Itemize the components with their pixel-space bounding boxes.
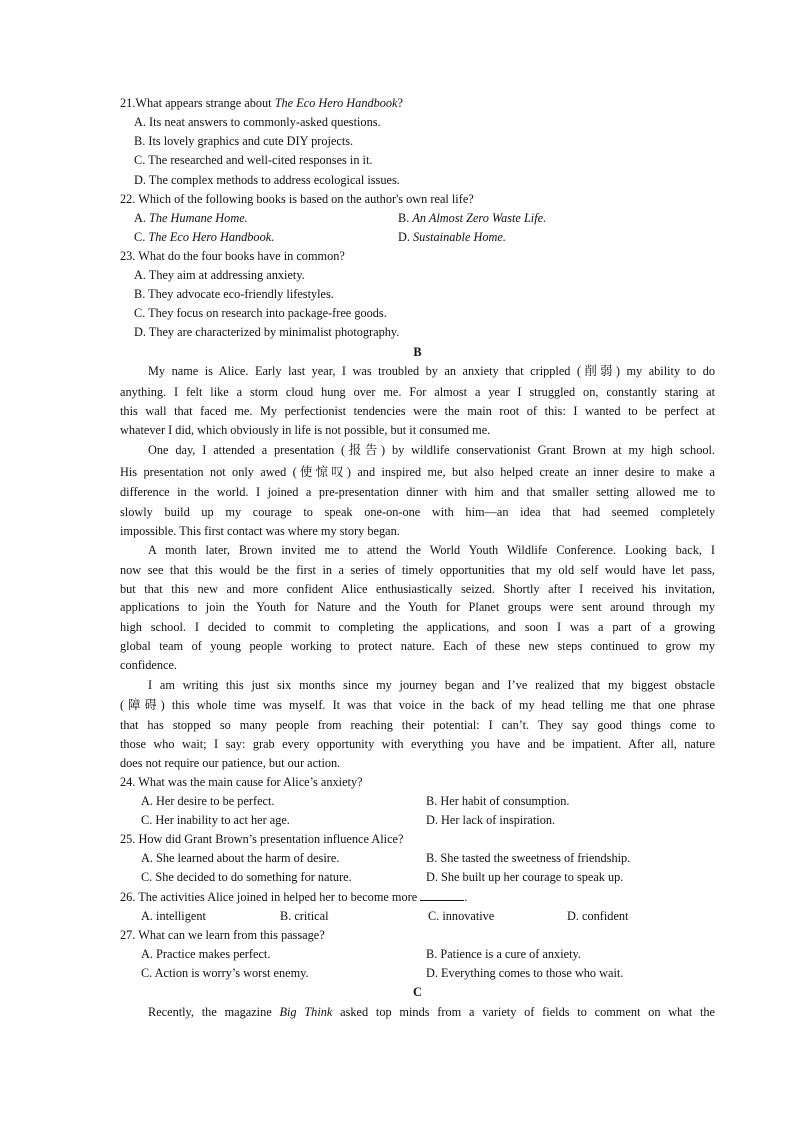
q24-option-c[interactable]: C. Her inability to act her age. bbox=[141, 813, 290, 827]
question-27-stem: 27. What can we learn from this passage? bbox=[120, 928, 325, 942]
q21-option-d[interactable]: D. The complex methods to address ecological issues. bbox=[134, 173, 400, 187]
section-c-heading: C bbox=[413, 985, 422, 999]
passage-b-line: now see that this would be the first in a series of timely opportunities that my old self would have let pass, bbox=[120, 563, 715, 577]
q24-option-a[interactable]: A. Her desire to be perfect. bbox=[141, 794, 275, 808]
passage-c-post: asked top minds from a variety of fields to comment on what the bbox=[332, 1005, 715, 1019]
q26-option-d[interactable]: D. confident bbox=[567, 909, 629, 923]
passage-b-line: confidence. bbox=[120, 658, 178, 672]
passage-b-line: slowly build up my courage to speak one-on-one with him—an idea that had seemed completely bbox=[120, 505, 715, 519]
q23-option-d[interactable]: D. They are characterized by minimalist photography. bbox=[134, 325, 400, 339]
question-26-stem bbox=[120, 888, 715, 907]
q21-option-b[interactable]: B. Its lovely graphics and cute DIY projects. bbox=[134, 134, 354, 148]
passage-b-line: that has stopped so many people from reaching their potential: I can’t. They say good things come to bbox=[120, 718, 715, 732]
magazine-title: Big Think bbox=[279, 1005, 333, 1019]
q21-suffix: ? bbox=[397, 96, 403, 110]
passage-b-line: A month later, Brown invited me to attend the World Youth Wildlife Conference. Looking back, I bbox=[148, 543, 715, 557]
passage-b-line: difference in the world. I joined a pre-presentation dinner with him and that smaller setting allowed me to bbox=[120, 485, 715, 499]
q21-prefix: 21.What appears strange about bbox=[120, 96, 275, 110]
q23-option-b[interactable]: B. They advocate eco-friendly lifestyles. bbox=[134, 287, 334, 301]
passage-b-line: this wall that faced me. My perfectionist tendencies were the main root of this: I wanted to be perfect at bbox=[120, 404, 715, 418]
q26-option-a[interactable]: A. intelligent bbox=[141, 909, 206, 923]
q22-option-b-text: An Almost Zero Waste Life. bbox=[412, 211, 547, 225]
q23-option-c[interactable]: C. They focus on research into package-free goods. bbox=[134, 306, 387, 320]
q27-option-a[interactable]: A. Practice makes perfect. bbox=[141, 947, 271, 961]
q22-option-c-letter: C. bbox=[134, 230, 149, 244]
passage-b-line: whatever I did, which obviously in life is not possible, but it consumed me. bbox=[120, 423, 491, 437]
question-22-stem: 22. Which of the following books is based on the author's own real life? bbox=[120, 192, 474, 206]
q22-option-c-text: The Eco Hero Handbook. bbox=[148, 230, 275, 244]
passage-b-line: I am writing this just six months since my journey began and I’ve realized that my biggest obstacle bbox=[148, 678, 715, 692]
q22-option-d[interactable] bbox=[398, 228, 506, 247]
q27-option-d[interactable]: D. Everything comes to those who wait. bbox=[426, 966, 624, 980]
q22-option-b[interactable] bbox=[398, 209, 546, 228]
q22-option-d-letter: D. bbox=[398, 230, 414, 244]
q22-option-d-text: Sustainable Home. bbox=[413, 230, 506, 244]
q22-option-a[interactable] bbox=[134, 209, 248, 228]
passage-b-line: those who wait; I say: grab every opportunity with everything you have and be impatient. After all, nature bbox=[120, 737, 715, 751]
q26-option-b[interactable]: B. critical bbox=[280, 909, 329, 923]
q25-option-d[interactable]: D. She built up her courage to speak up. bbox=[426, 870, 624, 884]
passage-b-line: applications to join the Youth for Nature and the Youth for Planet groups were sent around through my bbox=[120, 600, 715, 614]
passage-b-line: anything. I felt like a storm cloud hung over me. For almost a year I struggled on, constantly staring at bbox=[120, 385, 715, 399]
passage-b-line: His presentation not only awed (使惊叹) and inspired me, but also helped create an inner desire to make a bbox=[120, 465, 715, 479]
passage-b-line: impossible. This first contact was where my story began. bbox=[120, 524, 400, 538]
passage-b-line: but that this new and more confident Alice enthusiastically seized. Shortly after I received his invitation, bbox=[120, 582, 715, 596]
q25-option-a[interactable]: A. She learned about the harm of desire. bbox=[141, 851, 340, 865]
q22-option-a-text: The Humane Home. bbox=[149, 211, 248, 225]
passage-c-line bbox=[148, 1003, 715, 1022]
q27-option-c[interactable]: C. Action is worry’s worst enemy. bbox=[141, 966, 309, 980]
q23-option-a[interactable]: A. They aim at addressing anxiety. bbox=[134, 268, 305, 282]
q22-option-c[interactable] bbox=[134, 228, 274, 247]
passage-b-line: (障碍) this whole time was myself. It was that voice in the back of my head telling me that one phrase bbox=[120, 698, 715, 712]
question-23-stem: 23. What do the four books have in common? bbox=[120, 249, 345, 263]
passage-b-line: high school. I decided to commit to completing the applications, and soon I was a part of a growing bbox=[120, 620, 715, 634]
q22-option-b-letter: B. bbox=[398, 211, 413, 225]
q26-stem-end: . bbox=[464, 890, 468, 904]
q21-option-a[interactable]: A. Its neat answers to commonly-asked questions. bbox=[134, 115, 381, 129]
q26-option-c[interactable]: C. innovative bbox=[428, 909, 495, 923]
answer-blank bbox=[420, 888, 464, 901]
question-24-stem: 24. What was the main cause for Alice’s anxiety? bbox=[120, 775, 363, 789]
passage-b-line: One day, I attended a presentation (报告) by wildlife conservationist Grant Brown at my high school. bbox=[148, 443, 715, 457]
q26-stem-text: 26. The activities Alice joined in helped her to become more bbox=[120, 890, 421, 904]
passage-b-line: does not require our patience, but our action. bbox=[120, 756, 341, 770]
q22-option-a-letter: A. bbox=[134, 211, 150, 225]
question-21-stem bbox=[120, 94, 715, 113]
section-b-heading: B bbox=[413, 345, 422, 359]
q25-option-c[interactable]: C. She decided to do something for nature. bbox=[141, 870, 352, 884]
passage-b-line: global team of young people working to protect nature. Each of these new steps continued to grow my bbox=[120, 639, 715, 653]
passage-c-pre: Recently, the magazine bbox=[148, 1005, 280, 1019]
q21-book-title: The Eco Hero Handbook bbox=[274, 96, 398, 110]
q24-option-b[interactable]: B. Her habit of consumption. bbox=[426, 794, 570, 808]
q25-option-b[interactable]: B. She tasted the sweetness of friendship. bbox=[426, 851, 631, 865]
passage-b-line: My name is Alice. Early last year, I was troubled by an anxiety that crippled (削弱) my ability to do bbox=[148, 364, 715, 378]
question-25-stem: 25. How did Grant Brown’s presentation influence Alice? bbox=[120, 832, 404, 846]
q21-option-c[interactable]: C. The researched and well-cited responses in it. bbox=[134, 153, 373, 167]
q27-option-b[interactable]: B. Patience is a cure of anxiety. bbox=[426, 947, 581, 961]
q24-option-d[interactable]: D. Her lack of inspiration. bbox=[426, 813, 556, 827]
